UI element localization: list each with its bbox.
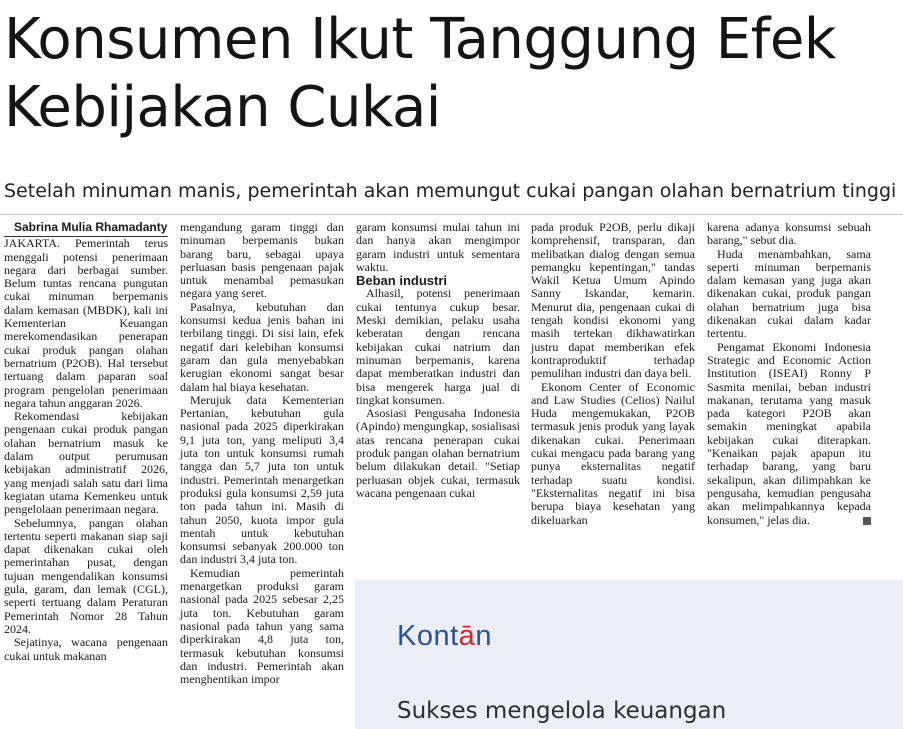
article-column-4 <box>531 221 695 527</box>
paragraph: Merujuk data Kementerian Pertanian, kebutuhan gula nasional pada 2025 diperkirakan 9,1 juta ton, yang meliputi 3,4 juta ton untuk konsumsi rumah tangga dan 5,7 juta ton untuk industri. Pemerintah menargetkan produksi gula konsumsi 2,59 juta ton pada tahun ini. Masih di tahun 2050, kuota impor gula mentah untuk kebutuhan konsumsi sebanyak 200.000 ton dan industri 3,4 juta ton. <box>180 392 344 567</box>
logo-accent: ā <box>458 620 476 652</box>
logo-text-end: n <box>475 620 492 652</box>
paragraph: Kemudian pemerintah menargetkan produksi garam nasional pada 2025 sebesar 2,25 juta ton. Kebutuhan garam nasional pada tahun yang sama diperkirakan 4,8 juta ton, termasuk kebutuhan konsumsi dan industri. Pemerintah akan menghentikan impor <box>180 565 344 687</box>
kontan-logo <box>397 620 492 653</box>
headline: Konsumen Ikut Tanggung Efek Kebijakan Cukai <box>4 7 836 140</box>
section-heading: Beban industri <box>356 273 448 289</box>
end-of-article-icon <box>863 517 871 525</box>
paragraph: garam konsumsi mulai tahun ini dan hanya akan mengimpor garam industri untuk sementara waktu. <box>356 220 520 274</box>
article-column-2 <box>180 221 344 686</box>
paragraph: Huda menambahkan, sama seperti minuman berpemanis dalam kemasan yang juga akan dikenakan cukai, produk pangan olahan bernatrium juga bisa dikenakan cukai dalam kadar tertentu. <box>707 246 871 341</box>
article-column-5 <box>707 221 871 527</box>
paragraph: Ekonom Center of Economic and Law Studies (Celios) Nailul Huda mengemukakan, P2OB termasuk jenis produk yang layak dikenakan cukai. Penerimaan cukai mengacu pada barang yang punya eksternalitas negatif terhadap suatu kondisi. "Eksternalitas negatif ini bisa berupa biaya kesehatan yang dikeluarkan <box>531 379 695 527</box>
paragraph: Asosiasi Pengusaha Indonesia (Apindo) mengungkap, sosialisasi atas rencana penerapan cukai produk pangan olahan bernatrium belum dilakukan detail. "Setiap perluasan objek cukai, termasuk wacana pengenaan cukai <box>356 406 520 500</box>
ad-tagline: Sukses mengelola keuangan <box>397 698 727 724</box>
subheadline: Setelah minuman manis, pemerintah akan memungut cukai pangan olahan bernatrium tinggi <box>4 180 897 202</box>
divider <box>0 214 903 215</box>
paragraph: Rekomendasi kebijakan pengenaan cukai produk pangan olahan bernatrium masuk ke dalam output perumusan kebijakan administratif 2026, yang menjadi salah satu dari lima kegiatan utama Kemenkeu untuk pengelolaan penerimaan negara. <box>4 409 168 517</box>
logo-text: Kont <box>397 620 459 652</box>
byline: Sabrina Mulia Rhamadanty <box>4 221 168 237</box>
paragraph: mengandung garam tinggi dan minuman berpemanis bukan barang baru, sebagai upaya perluasan basis pengenaan pajak untuk menambal pemasukan negara yang seret. <box>180 220 344 301</box>
paragraph <box>707 341 871 527</box>
paragraph: pada produk P2OB, perlu dikaji komprehensif, transparan, dan melibatkan dialog dengan semua pemangku kepentingan," tandas Wakil Ketua Umum Apindo Sanny Iskandar, kemarin. Menurut dia, pengenaan cukai di tengah kondisi ekonomi yang masih tertekan dikhawatirkan justru dapat memberikan efek kontraproduktif terhadap pemulihan industri dan daya beli. <box>531 220 695 381</box>
paragraph: karena adanya konsumsi sebuah barang," sebut dia. <box>707 220 871 248</box>
article-column-1 <box>4 221 168 663</box>
paragraph-text: Pengamat Ekonomi Indonesia Strategic and Economic Action Institution (ISEAI) Ronny P Sasmita menilai, beban industri makanan, terutama yang masuk pada kategori P2OB akan semakin meningkat apabila kebijakan cukai diterapkan. "Kenaikan pajak apapun itu terhadap barang, yang baru sekalipun, akan dilimpahkan ke pengusaha, kemudian pengusaha akan melimpahkannya kepada konsumen," jelas dia. <box>707 339 871 527</box>
paragraph: JAKARTA. Pemerintah terus menggali potensi penerimaan negara dari berbagai sumber. Belum tuntas rencana pungutan cukai minuman berpemanis dalam kemasan (MBDK), kali ini Kementerian Keuangan merekomendasikan penerapan cukai produk pangan olahan bernatrium (P2OB). Hal tersebut tertuang dalam paparan soal program pengelolan penerimaan negara tahun anggaran 2026. <box>4 236 168 410</box>
paragraph: Alhasil, potensi penerimaan cukai tentunya cukup besar. Meski demikian, pelaku usaha keberatan dengan rencana kebijakan cukai natrium dan minuman berpemanis, karena dapat memberatkan industri dan bisa mengerek harga jual di tingkat konsumen. <box>356 286 520 407</box>
advertisement[interactable] <box>355 580 903 729</box>
paragraph: Sebelumnya, pangan olahan tertentu seperti makanan siap saji dapat dikenakan cukai oleh pemerintahan pusat, dengan tujuan mengendalikan konsumsi gula, garam, dan lemak (CGL), seperti tertuang dalam Peraturan Pemerintah Nomor 28 Tahun 2024. <box>4 515 168 636</box>
paragraph: Pasalnya, kebutuhan dan konsumsi keduа jenis bahan ini terbilang tinggi. Di sisi lain, efek negatif dari kelebihan konsumsi garam dan gula menyebabkan kerugian ekonomi sangat besar dalam hal biaya kesehatan. <box>180 299 344 394</box>
paragraph: Sejatinya, wacana pengenaan cukai untuk makanan <box>4 635 168 663</box>
article-column-3 <box>356 221 520 500</box>
